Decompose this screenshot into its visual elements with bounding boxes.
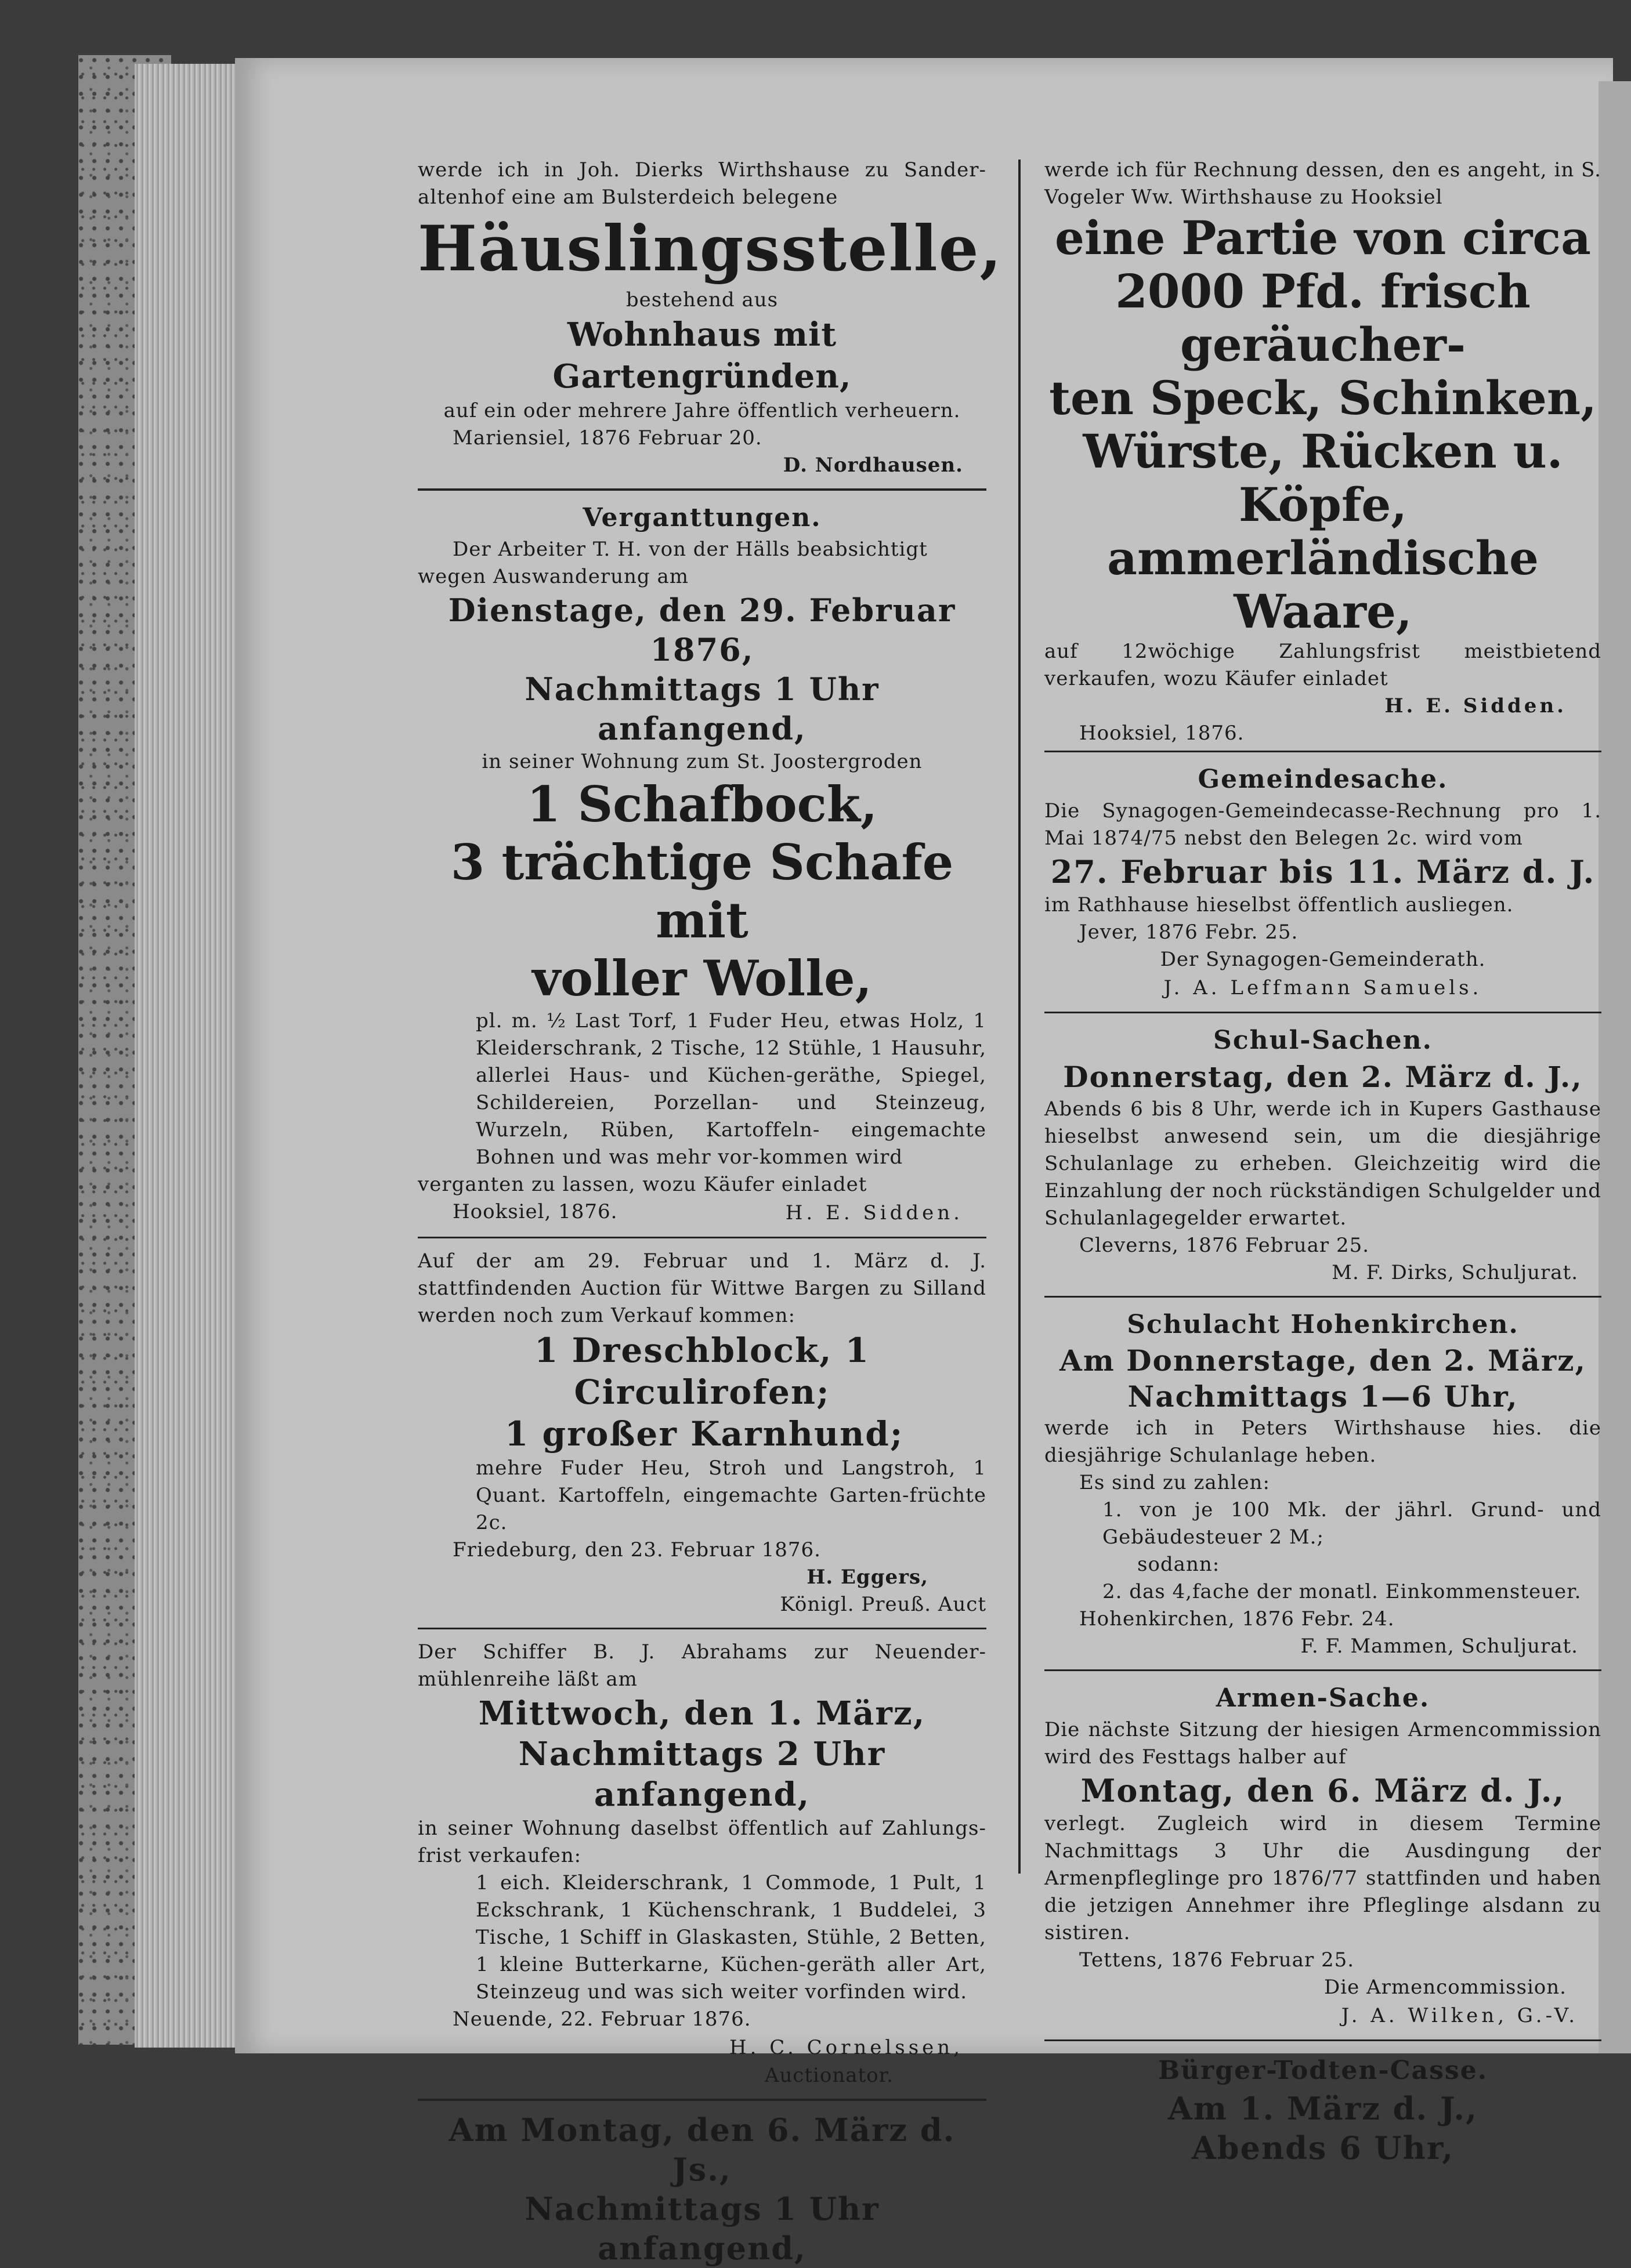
ad-item-2: 2. das 4,fache der monatl. Einkommensteuer. bbox=[1102, 1580, 1582, 1603]
ad-abrahams bbox=[418, 1639, 986, 2089]
ad-signature-title: Auctionator. bbox=[764, 2064, 894, 2087]
ad-intro-2: wegen Auswanderung am bbox=[418, 565, 689, 588]
ad-place-date: Neuende, 22. Februar 1876. bbox=[453, 2008, 751, 2031]
facing-page-edge bbox=[1599, 81, 1631, 2053]
ad-title: Häuslingsstelle, bbox=[418, 212, 1003, 285]
ad-signature: M. F. Dirks, Schuljurat. bbox=[1332, 1261, 1578, 1284]
ad-haeuslingsstelle bbox=[418, 157, 1003, 479]
ad-separator bbox=[418, 488, 986, 491]
ad-line-5: ammerländische Waare, bbox=[1107, 531, 1539, 639]
ad-text-2: im Rathhause hieselbst öffentlich ausliegen. bbox=[1044, 893, 1514, 916]
ad-subtitle: bestehend aus bbox=[625, 288, 779, 311]
column-divider bbox=[1018, 160, 1021, 1874]
ad-date: Dienstage, den 29. Februar 1876, bbox=[448, 592, 956, 668]
ad-time: Nachmittags 1 Uhr anfangend, bbox=[525, 671, 880, 747]
ad-date: 27. Februar bis 11. März d. J. bbox=[1050, 853, 1596, 890]
ad-separator bbox=[1044, 1296, 1601, 1298]
ad-sodann: sodann: bbox=[1137, 1553, 1220, 1576]
ad-signature: J. A. Wilken, G.-V. bbox=[1341, 2004, 1578, 2027]
ad-intro: werde ich in Joh. Dierks Wirthshause zu Sander-altenhof eine am Bulsterdeich belegene bbox=[418, 158, 986, 209]
left-column bbox=[418, 157, 1003, 2268]
ad-signature: F. F. Mammen, Schuljurat. bbox=[1300, 1635, 1578, 1658]
section-heading: Schul-Sachen. bbox=[1213, 1026, 1433, 1055]
ad-date: Am Donnerstage, den 2. März, bbox=[1059, 1343, 1586, 1378]
ad-text: Die nächste Sitzung der hiesigen Armencommission wird des Festtags halber auf bbox=[1044, 1718, 1601, 1769]
ad-place: in seiner Wohnung zum St. Joostergroden bbox=[482, 750, 923, 773]
ad-text: Die Synagogen-Gemeindecasse-Rechnung pro 1. Mai 1874/75 nebst den Belegen 2c. wird vom bbox=[1044, 799, 1601, 850]
ad-intro: Der Schiffer B. J. Abrahams zur Neuender-mühlenreihe läßt am bbox=[418, 1640, 986, 1691]
ad-item-list: 1 eich. Kleiderschrank, 1 Commode, 1 Pult, 1 Eckschrank, 1 Küchenschrank, 1 Buddelei, 3 Tische, 1 Schiff in Glaskasten, Stühle, 2 Betten, 1 kleine Butterkarne, Küchen-geräth aller Art, Steinzeug und was sich weiter vorfinden wird. bbox=[476, 1871, 986, 2003]
ad-place-date: Jever, 1876 Febr. 25. bbox=[1079, 921, 1299, 944]
ad-line-3: ten Speck, Schinken, bbox=[1049, 371, 1597, 425]
ad-place-date: Hohenkirchen, 1876 Febr. 24. bbox=[1079, 1607, 1395, 1631]
ad-text-2: verlegt. Zugleich wird in diesem Termine Nachmittags 3 Uhr die Ausdingung der Armenpfleglinge pro 1876/77 stattfinden und haben die jetzigen Annehmer ihre Pfleglinge alsdann zu sistiren. bbox=[1044, 1812, 1601, 1944]
ad-item-3: voller Wolle, bbox=[532, 950, 872, 1007]
ad-text: in seiner Wohnung daselbst öffentlich auf Zahlungs-frist verkaufen: bbox=[418, 1817, 986, 1867]
ad-place-date: Mariensiel, 1876 Februar 20. bbox=[453, 426, 762, 450]
ad-signature: H. E. Sidden. bbox=[785, 1201, 963, 1224]
ad-body: Der Synagogen-Gemeinderath. bbox=[1160, 948, 1486, 971]
ad-line-4: Würste, Rücken u. Köpfe, bbox=[1083, 424, 1563, 532]
section-heading: Schulacht Hohenkirchen. bbox=[1127, 1310, 1519, 1339]
ad-separator bbox=[418, 1628, 986, 1629]
ad-place-date: Friedeburg, den 23. Februar 1876. bbox=[453, 1538, 821, 1561]
ad-separator bbox=[418, 2099, 986, 2101]
ad-item-1: 1. von je 100 Mk. der jährl. Grund- und Gebäudesteuer 2 M.; bbox=[1102, 1498, 1601, 1549]
ad-signature: H. Eggers, bbox=[807, 1566, 928, 1589]
ad-detail: Wohnhaus mit Gartengründen, bbox=[552, 316, 852, 396]
ad-auction-bargen bbox=[418, 1248, 986, 1618]
ad-separator bbox=[1044, 2039, 1601, 2041]
ad-verganttungen bbox=[418, 500, 986, 1227]
ad-item-1: 1 Schafbock, bbox=[526, 776, 878, 833]
ad-item-2: 1 großer Karnhund; bbox=[505, 1414, 904, 1454]
ad-signature: D. Nordhausen. bbox=[783, 454, 963, 477]
ad-line-1: eine Partie von circa bbox=[1055, 211, 1591, 265]
ad-item-list: mehre Fuder Heu, Stroh und Langstroh, 1 Quant. Kartoffeln, eingemachte Garten-früchte 2c. bbox=[476, 1457, 986, 1534]
ad-item-list: pl. m. ½ Last Torf, 1 Fuder Heu, etwas Holz, 1 Kleiderschrank, 2 Tische, 12 Stühle, 1 Hausuhr, allerlei Haus- und Küchen-geräthe, Spiegel, Schildereien, Porzellan- und Steinzeug, Wurzeln, Rüben, Kartoffeln- eingemachte Bohnen und was mehr vor-kommen wird bbox=[476, 1009, 986, 1169]
ad-schulsachen bbox=[1044, 1023, 1601, 1287]
ad-speck bbox=[1044, 157, 1601, 747]
ad-signature: H. E. Sidden. bbox=[1384, 694, 1567, 718]
ad-armensache bbox=[1044, 1680, 1601, 2030]
ad-footer-row bbox=[418, 1198, 986, 1227]
ad-place-date: Tettens, 1876 Februar 25. bbox=[1079, 1948, 1355, 1972]
ad-date: Montag, den 6. März d. J., bbox=[1080, 1772, 1565, 1809]
ad-intro: Auf der am 29. Februar und 1. März d. J. stattfindenden Auction für Wittwe Bargen zu Silland werden noch zum Verkauf kommen: bbox=[418, 1249, 986, 1327]
section-heading: Gemeindesache. bbox=[1198, 765, 1448, 794]
section-heading: Bürger-Todten-Casse. bbox=[1158, 2056, 1488, 2085]
ad-signature-title: Königl. Preuß. Auct bbox=[780, 1593, 986, 1616]
ad-line-2: 2000 Pfd. frisch geräucher- bbox=[1115, 264, 1531, 372]
ad-date: Donnerstag, den 2. März d. J., bbox=[1063, 1060, 1583, 1094]
ad-separator bbox=[1044, 751, 1601, 752]
ad-pay-label: Es sind zu zahlen: bbox=[1079, 1471, 1270, 1494]
ad-line-2: Abends 6 Uhr, bbox=[1191, 2129, 1455, 2166]
ad-body: Die Armencommission. bbox=[1324, 1976, 1567, 1999]
ad-place-date: Hooksiel, 1876. bbox=[453, 1200, 618, 1223]
ad-line-1: Am 1. März d. J., bbox=[1167, 2090, 1478, 2127]
ad-item-1: 1 Dreschblock, 1 Circulirofen; bbox=[534, 1331, 870, 1412]
ad-place-date: Hooksiel, 1876. bbox=[1079, 722, 1245, 745]
ad-separator bbox=[418, 1237, 986, 1238]
ad-line-2: Nachmittags 1 Uhr anfangend, bbox=[525, 2190, 880, 2267]
ad-item-2: 3 trächtige Schafe mit bbox=[450, 834, 954, 949]
ad-separator bbox=[1044, 1012, 1601, 1013]
ad-time: Nachmittags 2 Uhr anfangend, bbox=[518, 1735, 886, 1814]
ad-closing: verganten zu lassen, wozu Käufer einladet bbox=[418, 1173, 867, 1196]
section-heading: Verganttungen. bbox=[583, 503, 822, 532]
ad-signature: H. C. Cornelssen, bbox=[729, 2036, 963, 2059]
ad-intro: Der Arbeiter T. H. von der Hälls beabsichtigt bbox=[453, 538, 928, 561]
ad-montag bbox=[418, 2110, 986, 2268]
ad-text: werde ich in Peters Wirthshause hies. die diesjährige Schulanlage heben. bbox=[1044, 1416, 1601, 1467]
ad-intro: werde ich für Rechnung dessen, den es angeht, in S. Vogeler Ww. Wirthshause zu Hooksiel bbox=[1044, 158, 1601, 209]
ad-text: auf ein oder mehrere Jahre öffentlich verheuern. bbox=[443, 399, 961, 422]
ad-text: Abends 6 bis 8 Uhr, werde ich in Kupers Gasthause hieselbst anwesend sein, um die diesjährige Schulanlage zu erheben. Gleichzeitig wird die Einzahlung der noch rückständigen Schulgelder und Schulanlagegelder erwartet. bbox=[1044, 1097, 1601, 1230]
ad-separator bbox=[1044, 1669, 1601, 1671]
ad-text: auf 12wöchige Zahlungsfrist meistbietend verkaufen, wozu Käufer einladet bbox=[1044, 640, 1601, 690]
ad-gemeindesache bbox=[1044, 762, 1601, 1002]
ad-line-1: Am Montag, den 6. März d. Js., bbox=[449, 2111, 956, 2188]
section-heading: Armen-Sache. bbox=[1216, 1683, 1430, 1713]
ad-date: Mittwoch, den 1. März, bbox=[478, 1694, 926, 1733]
ad-buerger-todten-casse bbox=[1044, 2053, 1601, 2168]
ad-place-date: Cleverns, 1876 Februar 25. bbox=[1079, 1234, 1370, 1257]
ad-signature: J. A. Leffmann Samuels. bbox=[1163, 976, 1482, 999]
ad-schulacht-hohenkirchen bbox=[1044, 1307, 1601, 1660]
right-column bbox=[1044, 157, 1601, 2168]
ad-time: Nachmittags 1—6 Uhr, bbox=[1127, 1379, 1518, 1414]
